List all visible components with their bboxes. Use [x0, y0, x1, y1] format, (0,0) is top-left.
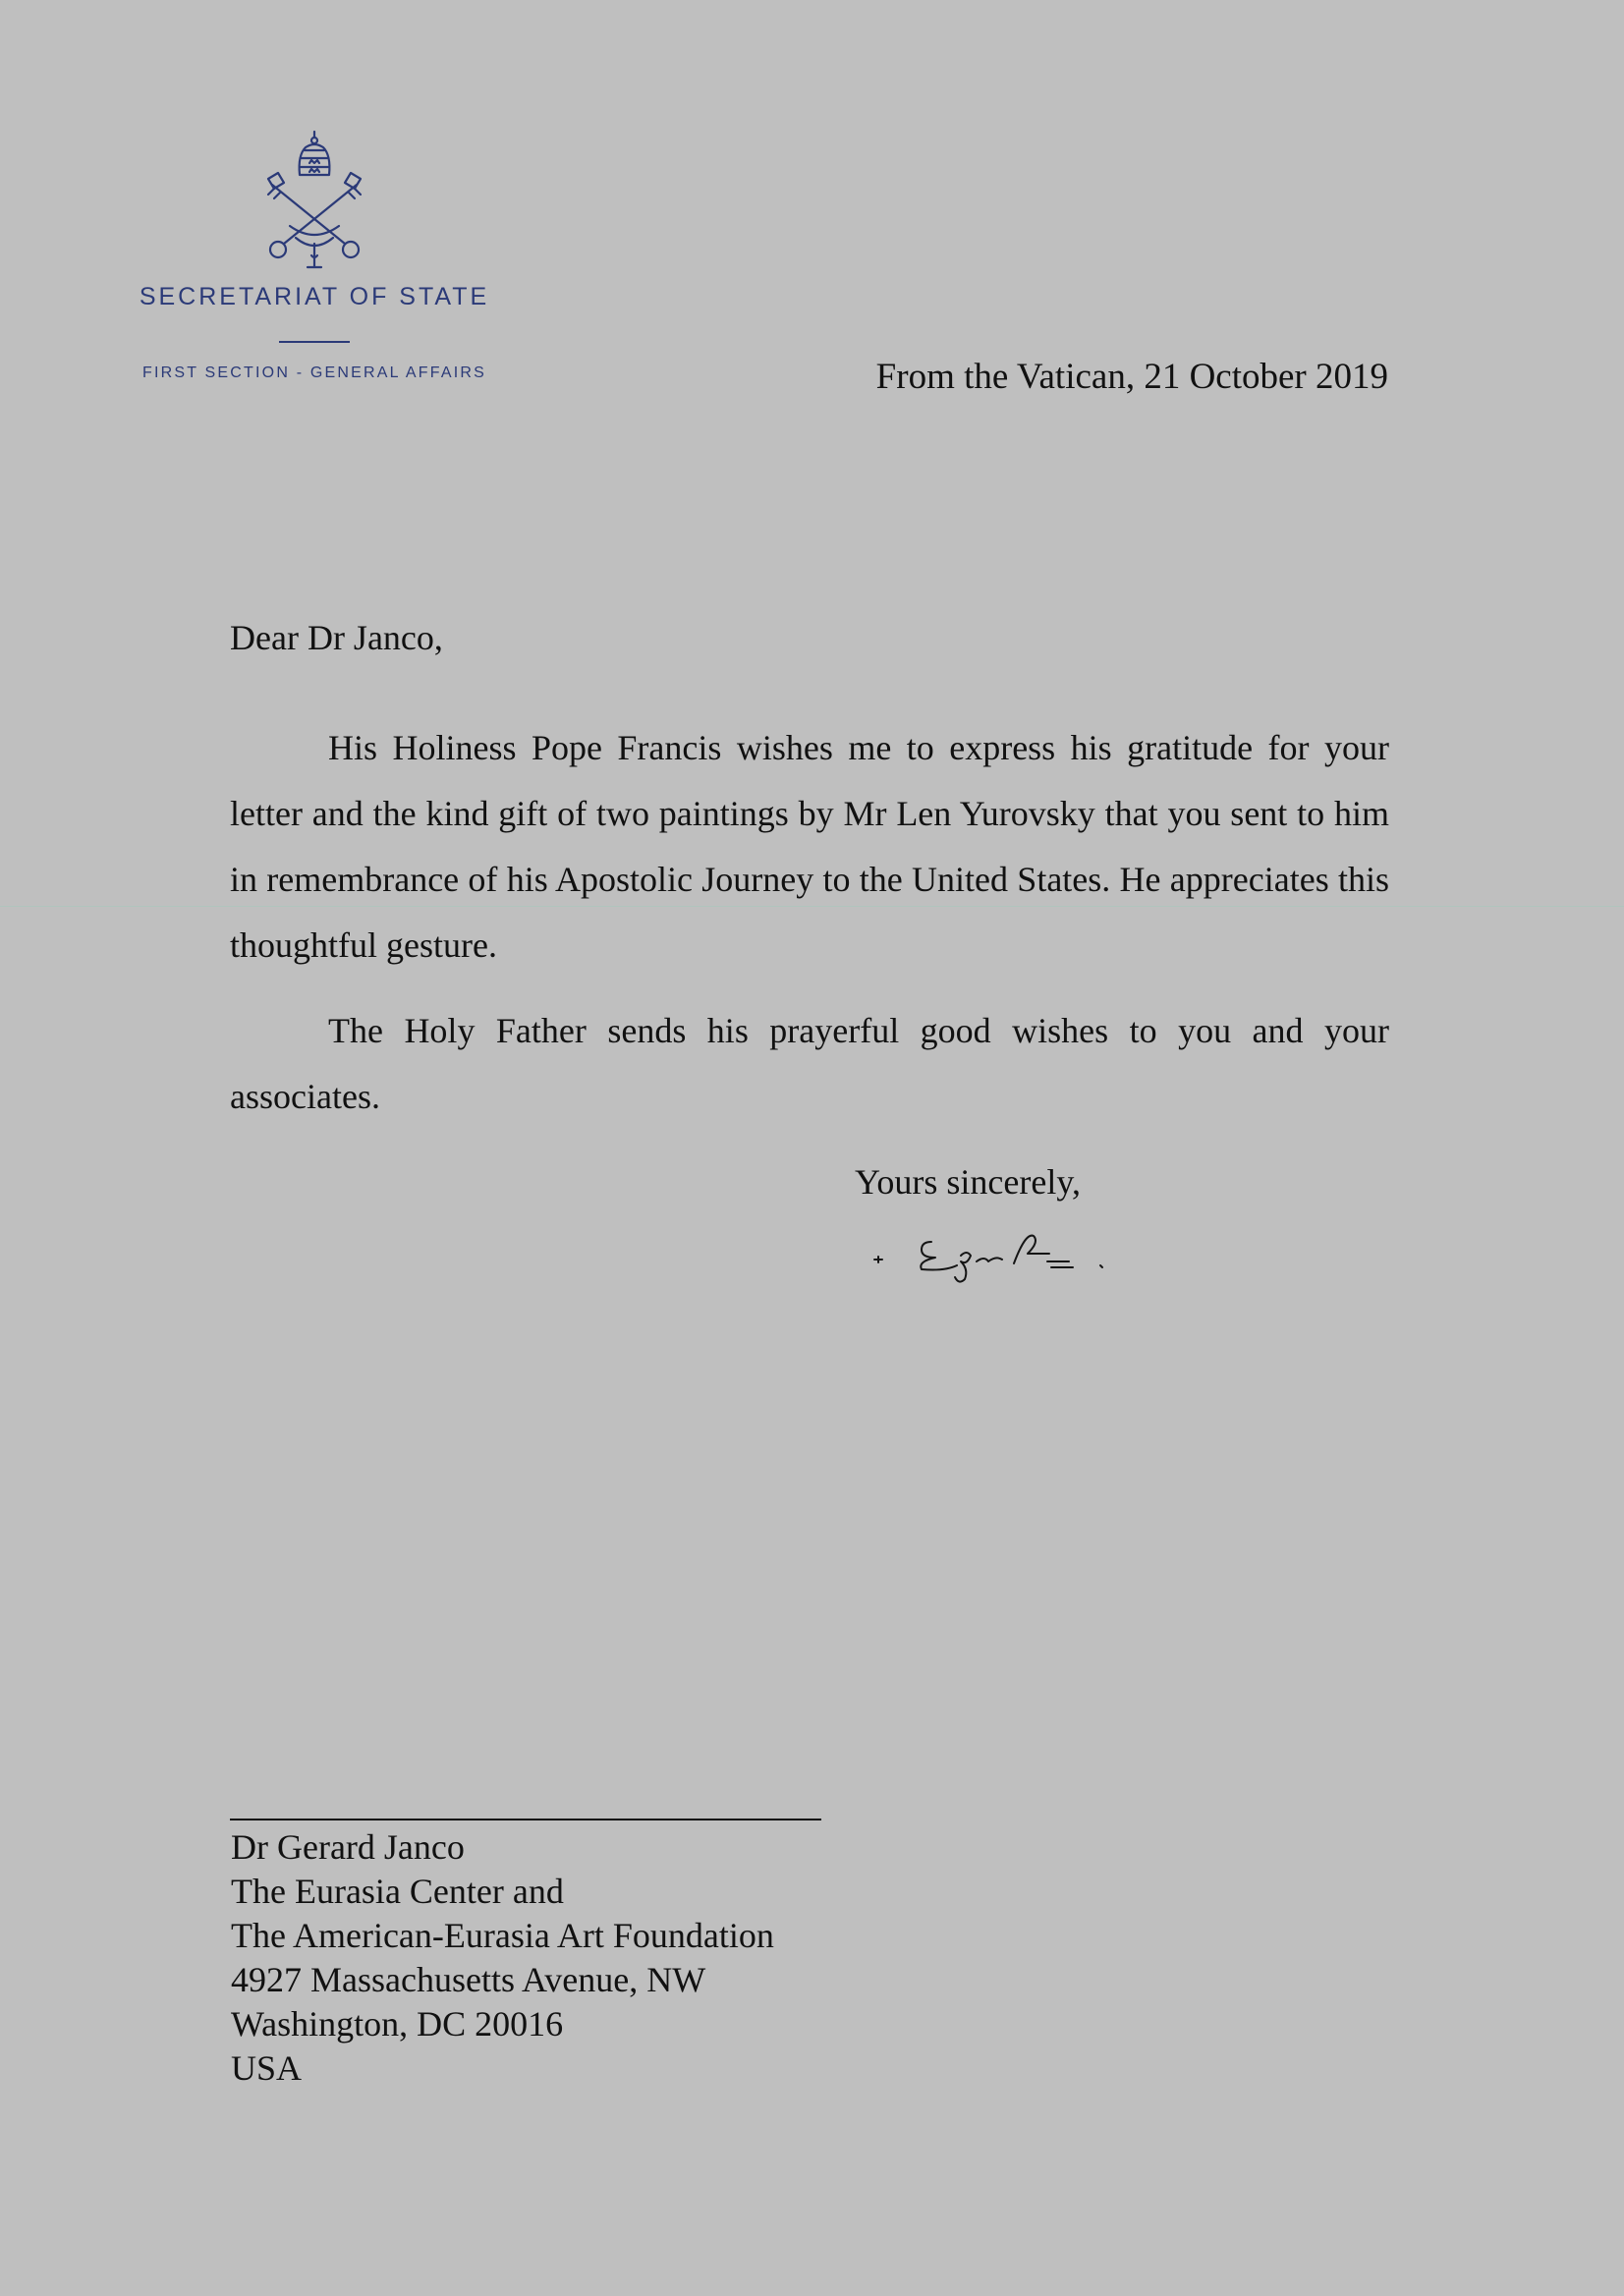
address-line-street: 4927 Massachusetts Avenue, NW	[231, 1960, 706, 1999]
address-rule	[230, 1819, 821, 1820]
recipient-address	[231, 1825, 774, 2091]
address-line-org-1: The Eurasia Center and	[231, 1872, 564, 1911]
letterhead-divider	[279, 341, 350, 343]
body-paragraph-2: The Holy Father sends his prayerful good wishes to you and your associates.	[230, 1011, 1389, 1116]
address-line-name: Dr Gerard Janco	[231, 1827, 465, 1867]
handwritten-signature-icon	[867, 1222, 1142, 1291]
closing: Yours sincerely,	[855, 1162, 1081, 1202]
letterhead-title: SECRETARIAT OF STATE	[139, 283, 490, 310]
letterhead	[98, 128, 531, 382]
letterhead-subtitle: FIRST SECTION - GENERAL AFFAIRS	[141, 364, 487, 381]
date-line: From the Vatican, 21 October 2019	[875, 357, 1388, 397]
address-line-city: Washington, DC 20016	[231, 2004, 564, 2044]
address-line-org-2: The American-Eurasia Art Foundation	[231, 1916, 774, 1955]
body-paragraph-1: His Holiness Pope Francis wishes me to express his gratitude for your letter and the kind gift of two paintings by Mr Len Yurovsky that you sent to him in remembrance of his Apostolic Journey to the United States. He appreciates this thoughtful gesture.	[230, 728, 1389, 965]
papal-coat-of-arms-icon	[251, 128, 378, 275]
letter-body	[230, 617, 1389, 1149]
salutation: Dear Dr Janco,	[230, 618, 443, 657]
address-line-country: USA	[231, 2048, 303, 2088]
